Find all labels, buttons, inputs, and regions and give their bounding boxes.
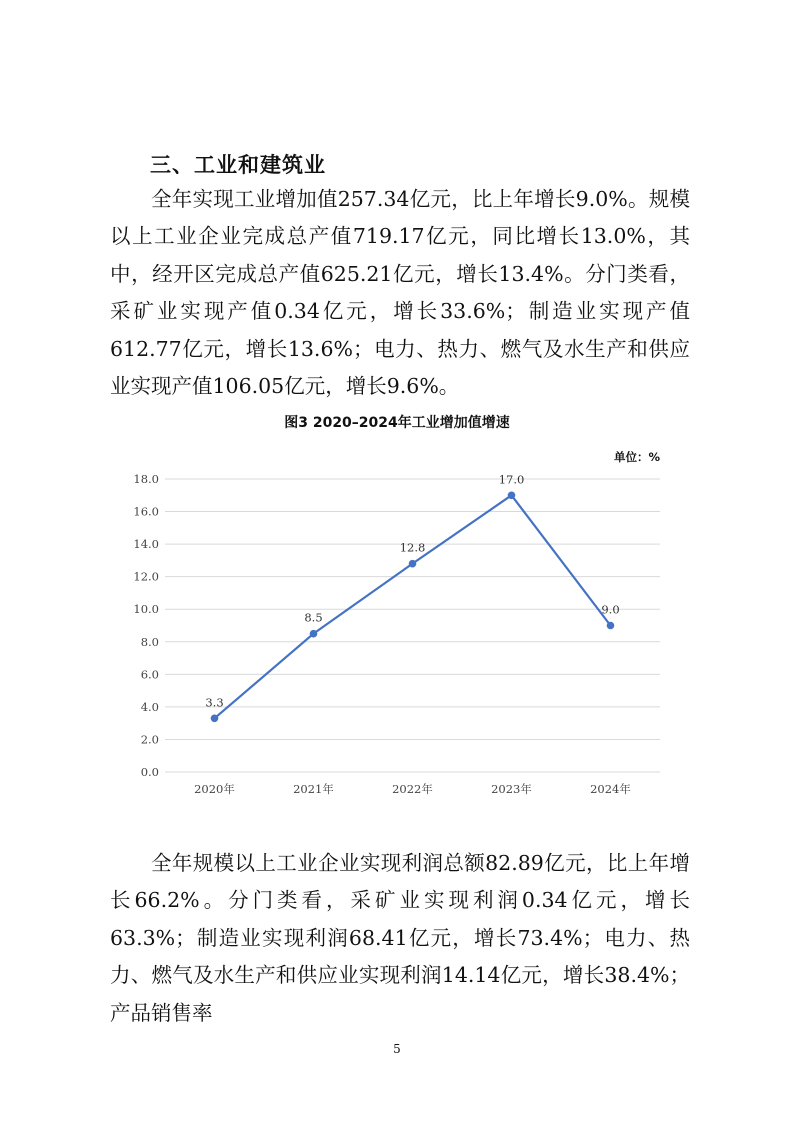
data-label: 12.8 bbox=[399, 540, 426, 555]
page-number: 5 bbox=[393, 1042, 401, 1056]
data-label: 8.5 bbox=[304, 610, 323, 625]
chart-gridlines bbox=[165, 479, 660, 772]
y-tick-label: 12.0 bbox=[133, 569, 159, 584]
data-label: 3.3 bbox=[205, 695, 224, 710]
y-tick-label: 8.0 bbox=[140, 634, 159, 649]
y-axis-tick-labels bbox=[133, 472, 159, 779]
x-tick-label: 2021年 bbox=[293, 782, 334, 796]
y-tick-label: 0.0 bbox=[140, 765, 159, 779]
x-axis-tick-labels bbox=[194, 782, 631, 796]
series-line bbox=[215, 495, 611, 718]
data-point bbox=[607, 622, 615, 630]
section-heading: 三、工业和建筑业 bbox=[150, 153, 326, 177]
y-tick-label: 14.0 bbox=[133, 537, 159, 552]
paragraph-profits: 全年规模以上工业企业实现利润总额82.89亿元，比上年增长66.2%。分门类看，采矿业实现利润0.34亿元，增长63.3%；制造业实现利润68.41亿元，增长73.4%；电力、热力、燃气及水生产和供应业实现利润14.14亿元，增长38.4%；产品销售率 bbox=[110, 851, 690, 1025]
x-tick-label: 2023年 bbox=[491, 782, 532, 796]
y-tick-label: 10.0 bbox=[133, 602, 159, 617]
paragraph-industrial-value: 全年实现工业增加值257.34亿元，比上年增长9.0%。规模以上工业企业完成总产值719.17亿元，同比增长13.0%，其中，经开区完成总产值625.21亿元，增长13.4%。分门类看，采矿业实现产值0.34亿元，增长33.6%；制造业实现产值612.77亿元，增长13.6%；电力、热力、燃气及水生产和供应业实现产值106.05亿元，增长9.6%。 bbox=[110, 187, 690, 399]
y-tick-label: 16.0 bbox=[133, 504, 159, 519]
chart-series bbox=[211, 491, 615, 722]
chart-unit-label: 单位：% bbox=[613, 450, 660, 464]
chart-title: 图3 2020–2024年工业增加值增速 bbox=[284, 415, 510, 431]
line-chart bbox=[110, 462, 670, 802]
y-tick-label: 4.0 bbox=[140, 699, 159, 714]
data-label: 17.0 bbox=[498, 472, 525, 487]
y-tick-label: 2.0 bbox=[140, 732, 159, 747]
data-point bbox=[508, 491, 516, 499]
x-tick-label: 2022年 bbox=[392, 782, 433, 796]
data-label: 9.0 bbox=[601, 602, 620, 617]
y-tick-label: 6.0 bbox=[140, 667, 159, 682]
data-point bbox=[211, 714, 219, 722]
x-tick-label: 2020年 bbox=[194, 782, 235, 796]
x-tick-label: 2024年 bbox=[590, 782, 631, 796]
y-tick-label: 18.0 bbox=[133, 472, 159, 486]
data-point bbox=[310, 630, 318, 638]
data-point bbox=[409, 560, 417, 568]
